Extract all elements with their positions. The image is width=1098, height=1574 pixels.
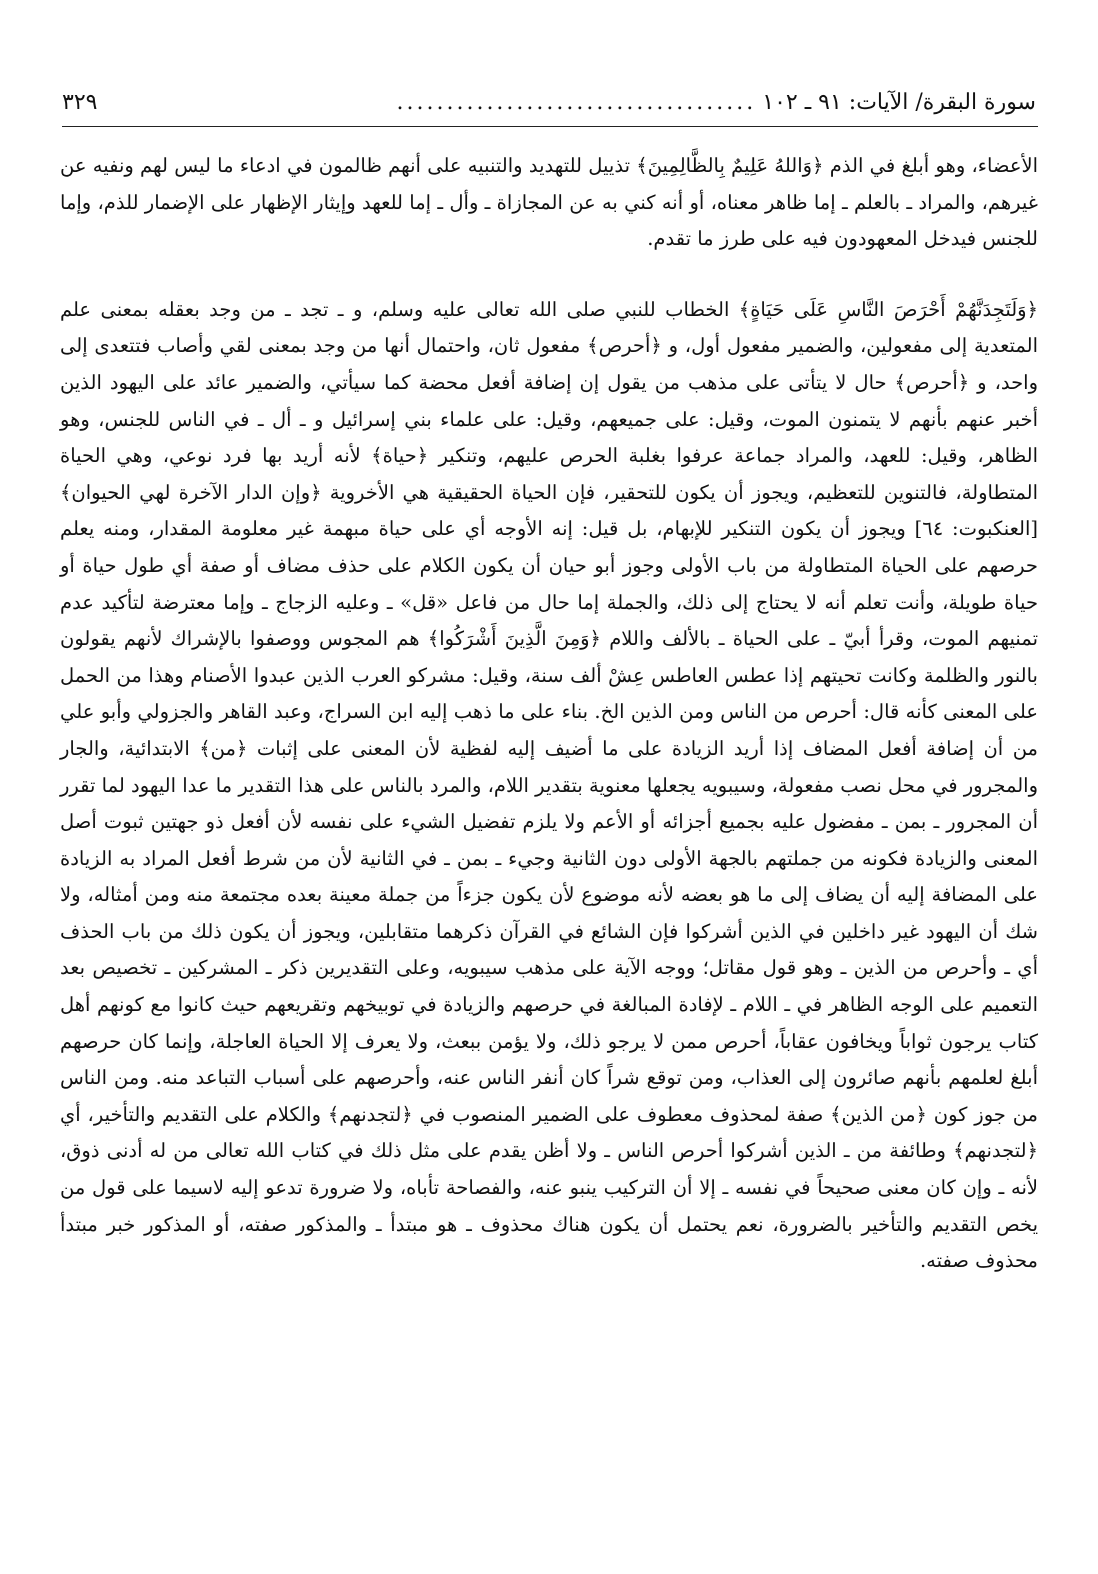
running-header: [62, 82, 1036, 122]
page-number: ٣٢٩: [62, 89, 98, 115]
leader-dots: ....................................: [396, 89, 757, 115]
paragraph-2: ﴿وَلَتَجِدَنَّهُمْ أَحْرَصَ النَّاسِ عَلَى حَيَاةٍ﴾ الخطاب للنبي صلى الله تعالى عليه وسلم، و ـ تجد ـ من وجد بعقله بمعنى علم المتعدية إلى مفعولين، والضمير مفعول أول، و ﴿أحرص﴾ مفعول ثان، واحتمال أنها من وجد بمعنى لقي وأصاب فتتعدى إلى واحد، و ﴿أحرص﴾ حال لا يتأتى على مذهب من يقول إن إضافة أفعل محضة كما سيأتي، والضمير عائد على اليهود الذين أخبر عنهم بأنهم لا يتمنون الموت، وقيل: على جميعهم، وقيل: على علماء بني إسرائيل و ـ أل ـ في الناس للجنس، وهو الظاهر، وقيل: للعهد، والمراد جماعة عرفوا بغلبة الحرص عليهم، وتنكير ﴿حياة﴾ لأنه أريد بها فرد نوعي، وهي الحياة المتطاولة، فالتنوين للتعظيم، ويجوز أن يكون للتحقير، فإن الحياة الحقيقية هي الأخروية ﴿وإن الدار الآخرة لهي الحيوان﴾ [العنكبوت: ٦٤] ويجوز أن يكون التنكير للإبهام، بل قيل: إنه الأوجه أي على حياة مبهمة غير معلومة المقدار، ومنه يعلم حرصهم على الحياة المتطاولة من باب الأولى وجوز أبو حيان أن يكون الكلام على حذف مضاف أو صفة أي طول حياة أو حياة طويلة، وأنت تعلم أنه لا يحتاج إلى ذلك، والجملة إما حال من فاعل «قل» ـ وعليه الزجاج ـ وإما معترضة لتأكيد عدم تمنيهم الموت، وقرأ أبيّ ـ على الحياة ـ بالألف واللام ﴿وَمِنَ الَّذِينَ أَشْرَكُوا﴾ هم المجوس ووصفوا بالإشراك لأنهم يقولون بالنور والظلمة وكانت تحيتهم إذا عطس العاطس عِشْ ألف سنة، وقيل: مشركو العرب الذين عبدوا الأصنام وهذا من الحمل على المعنى كأنه قال: أحرص من الناس ومن الذين الخ. بناء على ما ذهب إليه ابن السراج، وعبد القاهر والجزولي وأبو علي من أن إضافة أفعل المضاف إذا أريد الزيادة على ما أضيف إليه لفظية لأن المعنى على إثبات ﴿من﴾ الابتدائية، والجار والمجرور في محل نصب مفعولة، وسيبويه يجعلها معنوية بتقدير اللام، والمرد بالناس على هذا التقدير ما عدا اليهود لما تقرر أن المجرور ـ بمن ـ مفضول عليه بجميع أجزائه أو الأعم ولا يلزم تفضيل الشيء على نفسه لأن أفعل ذو جهتين ثبوت أصل المعنى والزيادة فكونه من جملتهم بالجهة الأولى دون الثانية وجيء ـ بمن ـ في الثانية لأن من شرط أفعل المراد به الزيادة على المضافة إليه أن يضاف إلى ما هو بعضه لأنه موضوع لأن يكون جزءاً من جملة معينة بعده مجتمعة منه ومن أمثاله، ولا شك أن اليهود غير داخلين في الذين أشركوا فإن الشائع في القرآن ذكرهما متقابلين، ويجوز أن يكون ذلك من باب الحذف أي ـ وأحرص من الذين ـ وهو قول مقاتل؛ ووجه الآية على مذهب سيبويه، وعلى التقديرين ذكر ـ المشركين ـ تخصيص بعد التعميم على الوجه الظاهر في ـ اللام ـ لإفادة المبالغة في حرصهم والزيادة في توبيخهم وتقريعهم حيث كانوا مع كونهم أهل كتاب يرجون ثواباً ويخافون عقاباً، أحرص ممن لا يرجو ذلك، ولا يؤمن ببعث، ولا يعرف إلا الحياة العاجلة، وإنما كان حرصهم أبلغ لعلمهم بأنهم صائرون إلى العذاب، ومن توقع شراً كان أنفر الناس عنه، وأحرصهم على أسباب التباعد منه. ومن الناس من جوز كون ﴿من الذين﴾ صفة لمحذوف معطوف على الضمير المنصوب في ﴿لتجدنهم﴾ والكلام على التقديم والتأخير، أي ﴿لتجدنهم﴾ وطائفة من ـ الذين أشركوا أحرص الناس ـ ولا أظن يقدم على مثل ذلك في كتاب الله تعالى من له أدنى ذوق، لأنه ـ وإن كان معنى صحيحاً في نفسه ـ إلا أن التركيب ينبو عنه، والفصاحة تأباه، ولا ضرورة تدعو إليه لاسيما على قول من يخص التقديم والتأخير بالضرورة، نعم يحتمل أن يكون هناك محذوف ـ هو مبتدأ ـ والمذكور صفته، أو المذكور خبر مبتدأ محذوف صفته.: [60, 297, 1038, 1273]
paragraph-1: الأعضاء، وهو أبلغ في الذم ﴿وَاللهُ عَلِيمٌ بِالظَّالِمِينَ﴾ تذييل للتهديد والتنبيه على أنهم ظالمون في ادعاء ما ليس لهم ونفيه عن غيرهم، والمراد ـ بالعلم ـ إما ظاهر معناه، أو أنه كني به عن المجازاة ـ وأل ـ إما للعهد وإيثار الإظهار على الإضمار للذم، وإما للجنس فيدخل المعهودون فيه على طرز ما تقدم.: [60, 154, 1038, 251]
body-text: [60, 148, 1038, 1280]
surah-title: سورة البقرة/ الآيات: ٩١ ـ ١٠٢: [762, 89, 1036, 115]
header-rule: [62, 126, 1038, 127]
